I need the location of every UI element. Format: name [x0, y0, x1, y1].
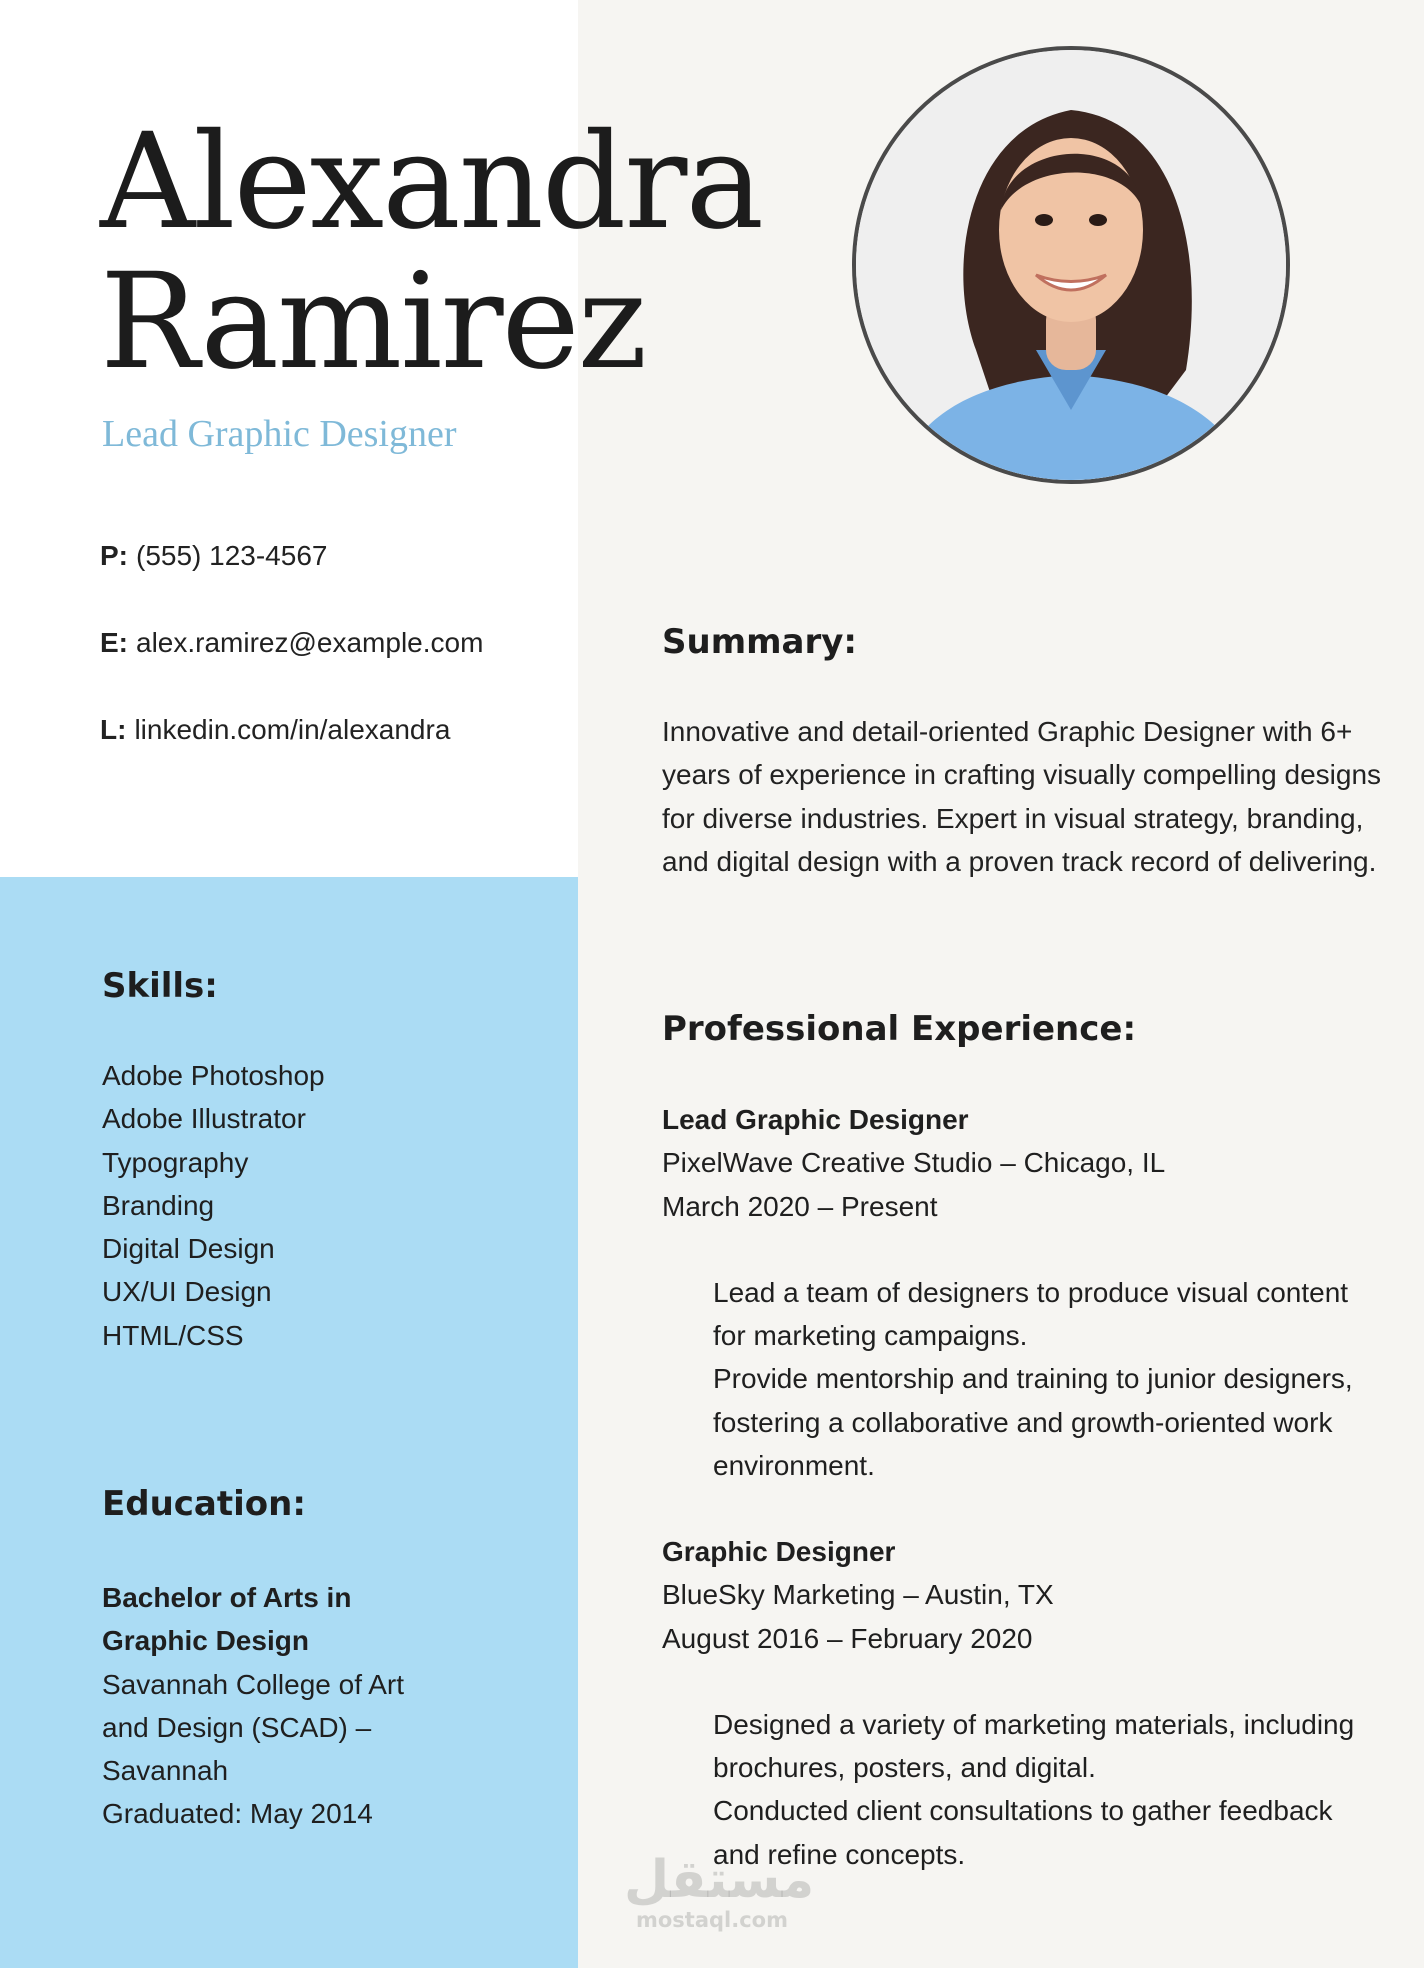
watermark-arabic: مستقل [624, 1850, 815, 1910]
phone-value: (555) 123-4567 [136, 540, 328, 571]
skills-list [102, 1054, 325, 1357]
skill-item: Adobe Illustrator [102, 1103, 306, 1135]
duty-item: Designed a variety of marketing materials, including brochures, posters, and digital. [713, 1708, 1355, 1784]
contact-phone [100, 540, 327, 572]
portrait-illustration [856, 50, 1286, 480]
skill-item: Digital Design [102, 1233, 275, 1265]
job-company: BlueSky Marketing – Austin, TX [662, 1579, 1054, 1611]
summary-heading: Summary: [662, 622, 858, 662]
email-value: alex.ramirez@example.com [136, 627, 484, 658]
job-entry [662, 1530, 1382, 1876]
job-title: Graphic Designer [662, 1536, 896, 1567]
email-label: E: [100, 627, 128, 658]
profile-photo [852, 46, 1290, 484]
graduation-date: Graduated: May 2014 [102, 1798, 373, 1830]
job-duties [713, 1271, 1363, 1487]
phone-label: P: [100, 540, 128, 571]
education-entry [102, 1576, 522, 1836]
last-name: Ramirez [100, 245, 646, 399]
duty-item: Conducted client consultations to gather feedback and refine concepts. [713, 1795, 1333, 1870]
duty-item: Lead a team of designers to produce visual content for marketing campaigns. [713, 1276, 1349, 1352]
degree: Bachelor of Arts in Graphic Design [102, 1582, 352, 1657]
skill-item: HTML/CSS [102, 1319, 244, 1351]
duty-item: Provide mentorship and training to junior designers, fostering a collaborative and growth-oriented work environment. [713, 1363, 1353, 1482]
skill-item: Adobe Photoshop [102, 1060, 325, 1091]
school: Savannah College of Art and Design (SCAD) – Savannah [102, 1668, 404, 1787]
skills-heading: Skills: [102, 966, 218, 1006]
watermark-latin: mostaql.com [636, 1908, 788, 1932]
summary-text: Innovative and detail-oriented Graphic Designer with 6+ years of experience in crafting visually compelling designs for diverse industries. Expert in visual strategy, branding, and digital design with a proven track record of delivering. [662, 716, 1382, 877]
job-company: PixelWave Creative Studio – Chicago, IL [662, 1147, 1166, 1179]
education-heading: Education: [102, 1484, 306, 1524]
job-entry [662, 1098, 1382, 1487]
skill-item: Typography [102, 1146, 249, 1178]
contact-linkedin [100, 714, 450, 746]
contact-email [100, 627, 483, 659]
job-title: Lead Graphic Designer [662, 1104, 969, 1135]
skill-item: Branding [102, 1189, 215, 1221]
skill-item: UX/UI Design [102, 1276, 272, 1308]
linkedin-label: L: [100, 714, 127, 745]
full-name [100, 105, 763, 399]
linkedin-value: linkedin.com/in/alexandra [134, 714, 451, 745]
experience-heading: Professional Experience: [662, 1009, 1137, 1049]
watermark [624, 1850, 815, 1932]
job-role: Lead Graphic Designer [102, 413, 457, 455]
job-dates: August 2016 – February 2020 [662, 1622, 1033, 1654]
first-name: Alexandra [100, 105, 763, 259]
job-dates: March 2020 – Present [662, 1190, 938, 1222]
